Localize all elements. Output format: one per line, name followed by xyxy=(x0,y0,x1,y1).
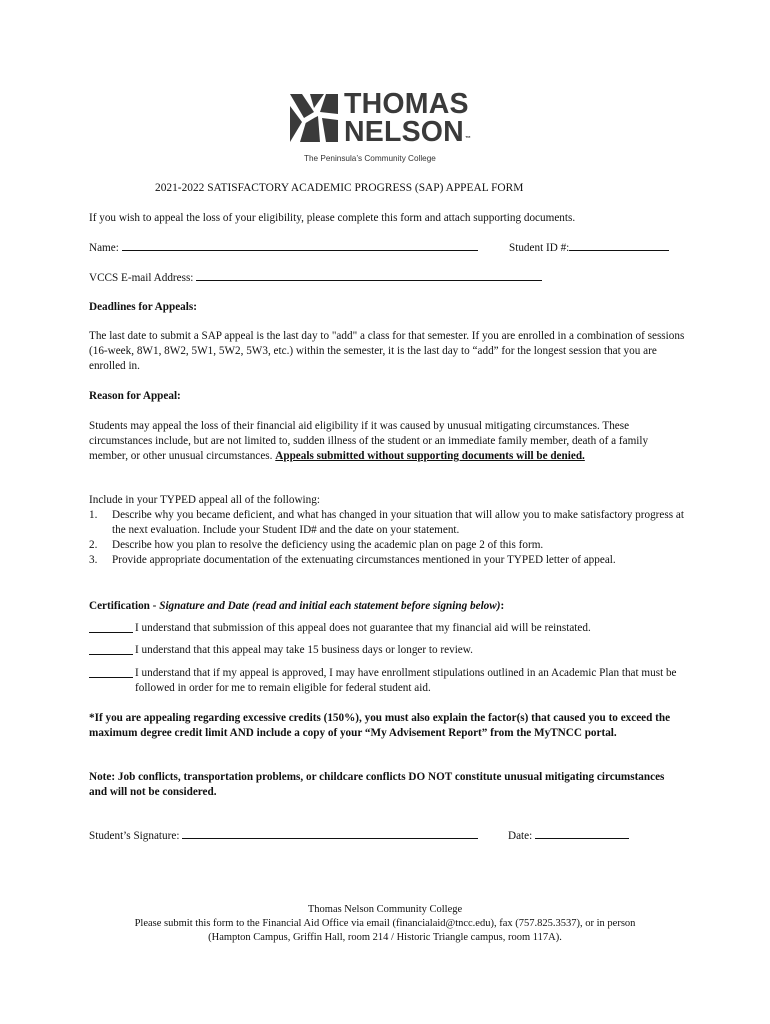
reason-text: Students may appeal the loss of their financial aid eligibility if it was caused by unusual mitigating circumstances. These circumstances include, but are not limited to, sudden illness of the student or an immediate family member, death of a family member, or other unusual circumstances. xyxy=(89,420,649,462)
certification-heading-instruction: Signature and Date (read and initial each statement before signing below) xyxy=(159,600,501,612)
logo-name-line2 xyxy=(344,118,471,154)
email-input-line[interactable] xyxy=(196,270,542,281)
logo-name-line1: THOMAS xyxy=(344,88,469,120)
deadlines-text: The last date to submit a SAP appeal is the last day to "add" a class for that semester. If you are enrolled in a combination of sessions (16-week, 8W1, 8W2, 5W1, 5W2, 5W3, etc.) within the semester, it is the last day to “add” for the longest session that you are enrolled in. xyxy=(89,330,685,372)
initial-field-1[interactable] xyxy=(89,621,133,633)
list-item xyxy=(89,538,689,553)
certification-heading xyxy=(89,599,504,614)
thomas-nelson-logo-mark-icon xyxy=(290,92,338,144)
certification-statement-text: I understand that this appeal may take 15 business days or longer to review. xyxy=(135,644,473,656)
form-intro: If you wish to appeal the loss of your eligibility, please complete this form and attach supporting documents. xyxy=(89,212,576,224)
include-list xyxy=(89,508,689,568)
certification-statement xyxy=(89,666,689,694)
email-field[interactable] xyxy=(89,270,542,286)
certification-heading-label: Certification - xyxy=(89,600,160,612)
list-item-text: Describe why you became deficient, and what has changed in your situation that will allow you to make satisfactory progress at the next evaluation. Include your Student ID# and the date on your statement. xyxy=(112,509,684,536)
student-id-input-line[interactable] xyxy=(569,240,669,251)
list-item-number: 2. xyxy=(89,539,98,551)
logo-wordmark xyxy=(344,90,471,154)
certification-statement-text: I understand that if my appeal is approved, I may have enrollment stipulations outlined in an Academic Plan that must be followed in order for me to remain eligible for federal student aid. xyxy=(135,667,677,694)
date-input-line[interactable] xyxy=(535,828,629,839)
certification-heading-colon: : xyxy=(500,600,505,612)
reason-heading: Reason for Appeal: xyxy=(89,390,181,402)
email-label: VCCS E-mail Address: xyxy=(89,272,197,284)
certification-statement-text: I understand that submission of this appeal does not guarantee that my financial aid will be reinstated. xyxy=(135,622,591,634)
signature-input-line[interactable] xyxy=(182,828,478,839)
deadlines-heading: Deadlines for Appeals: xyxy=(89,301,197,313)
list-item xyxy=(89,508,689,538)
signature-label: Student’s Signature: xyxy=(89,830,183,842)
student-id-field[interactable] xyxy=(509,240,669,256)
logo-tagline: The Peninsula’s Community College xyxy=(304,154,436,163)
list-item xyxy=(89,553,689,568)
footer-submission-instructions: Please submit this form to the Financial Aid Office via email (financialaid@tncc.edu), fax (757.825.3537), or in person xyxy=(134,918,636,929)
signature-field[interactable] xyxy=(89,828,478,844)
footer-campus-locations: (Hampton Campus, Griffin Hall, room 214 / Historic Triangle campus, room 117A). xyxy=(208,932,562,943)
certification-statement xyxy=(89,621,689,638)
name-input-line[interactable] xyxy=(122,240,478,251)
date-label: Date: xyxy=(508,830,536,842)
logo-name-line2-text: NELSON xyxy=(344,116,464,148)
list-item-text: Describe how you plan to resolve the deficiency using the academic plan on page 2 of this form. xyxy=(112,539,544,551)
form-title: 2021-2022 SATISFACTORY ACADEMIC PROGRESS (SAP) APPEAL FORM xyxy=(155,182,524,194)
initial-field-2[interactable] xyxy=(89,643,133,655)
footer xyxy=(90,903,680,945)
list-item-number: 3. xyxy=(89,554,98,566)
initial-field-3[interactable] xyxy=(89,666,133,678)
include-intro: Include in your TYPED appeal all of the following: xyxy=(89,494,320,506)
footer-college-name: Thomas Nelson Community College xyxy=(307,904,463,915)
excessive-credits-note: *If you are appealing regarding excessive credits (150%), you must also explain the factor(s) that caused you to exceed the maximum degree credit limit AND include a copy of your “My Advisement Report” from the MyTNCC portal. xyxy=(89,712,671,739)
list-item-text: Provide appropriate documentation of the extenuating circumstances mentioned in your TYPED letter of appeal. xyxy=(112,554,616,566)
date-field[interactable] xyxy=(508,828,629,844)
trademark-symbol: ™ xyxy=(464,136,472,142)
certification-statement xyxy=(89,643,689,660)
college-logo xyxy=(290,88,490,172)
name-label: Name: xyxy=(89,242,122,254)
name-field[interactable] xyxy=(89,240,478,256)
reason-paragraph xyxy=(89,419,689,464)
reason-warning: Appeals submitted without supporting documents will be denied. xyxy=(275,450,585,462)
mitigating-circumstances-note: Note: Job conflicts, transportation problems, or childcare conflicts DO NOT constitute unusual mitigating circumstances and will not be considered. xyxy=(89,771,665,798)
student-id-label: Student ID #: xyxy=(509,242,570,254)
list-item-number: 1. xyxy=(89,509,98,521)
